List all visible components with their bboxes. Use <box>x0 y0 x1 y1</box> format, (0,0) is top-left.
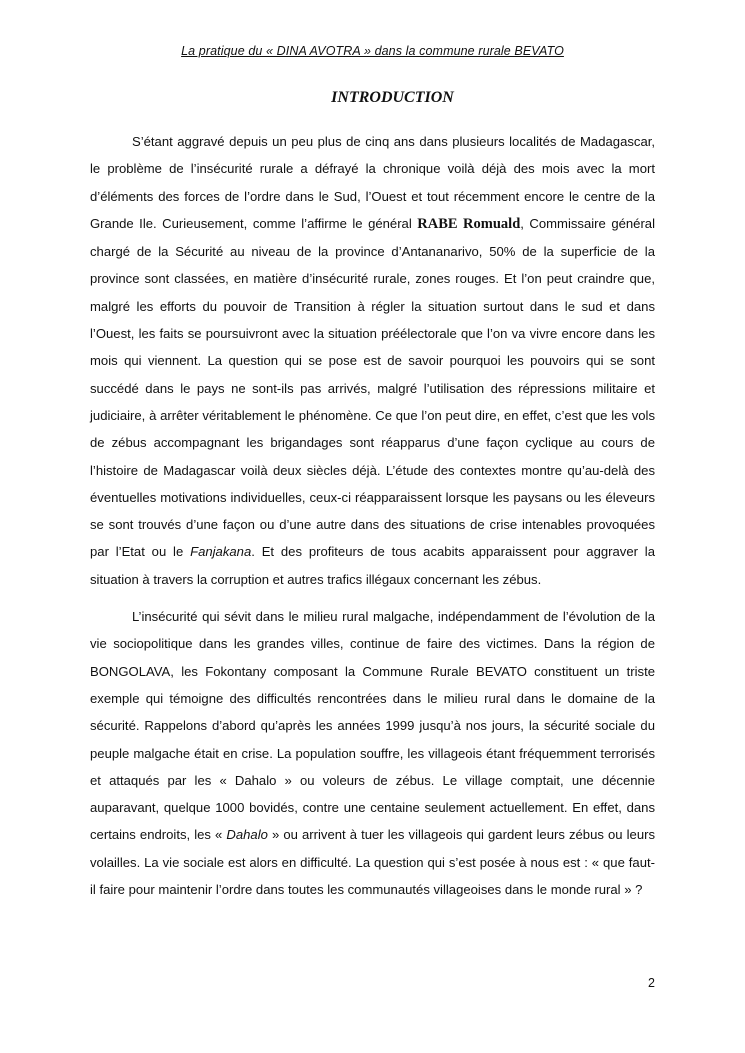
page-number: 2 <box>648 976 655 990</box>
paragraph-1 <box>90 128 655 593</box>
section-title: INTRODUCTION <box>331 89 454 106</box>
paragraph-1-part-1: S’étant aggravé depuis un peu plus de cinq ans dans plusieurs localités de Madagascar, le problème de l’insécurité rurale a défrayé la chronique voilà déjà des mois avec la mort d’éléments des forces de l’ordre dans le Sud, l’Ouest et tout récemment encore le centre de la Grande Ile. Curieusement, comme l’affirme le général <box>90 134 655 231</box>
running-header: La pratique du « DINA AVOTRA » dans la commune rurale BEVATO <box>181 44 564 58</box>
general-name: RABE Romuald <box>417 215 521 232</box>
paragraph-1-part-3: . Et des profiteurs de tous acabits apparaissent pour aggraver la situation à travers la corruption et autres trafics illégaux concernant les zébus. <box>90 544 655 587</box>
paragraph-2 <box>90 603 655 903</box>
body-text <box>90 128 655 903</box>
paragraph-2-part-2: » ou arrivent à tuer les villageois qui gardent leurs zébus ou leurs volailles. La vie sociale est alors en difficulté. La question qui s’est posée à nous est : « que faut-il faire pour maintenir l’ordre dans toutes les communautés villageoises dans le monde rural » ? <box>90 827 656 898</box>
fanjakana-term: Fanjakana <box>190 544 252 560</box>
paragraph-1-part-2: , Commissaire général chargé de la Sécurité au niveau de la province d’Antananarivo, 50% de la superficie de la province sont classées, en matière d’insécurité rurale, zones rouges. Et l’on peut craindre que, malgré les efforts du pouvoir de Transition à régler la situation surtout dans le sud et dans l’Ouest, les faits se poursuivront avec la situation préélectorale que l’on va vivre encore dans les mois qui viennent. La question qui se pose est de savoir pourquoi les pouvoirs qui se sont succédé dans le pays ne sont-ils pas arrivés, malgré l’utilisation des répressions militaire et judiciaire, à arrêter véritablement le phénomène. Ce que l’on peut dire, en effet, c’est que les vols de zébus accompagnant les brigandages sont réapparus d’une façon cyclique au cours de l’histoire de Madagascar voilà deux siècles déjà. L’étude des contextes montre qu’au-delà des éventuelles motivations individuelles, ceux-ci réapparaissent lorsque les paysans ou les éleveurs se sont trouvés d’une façon ou d’une autre dans des situations de crise intenables provoquées par l’Etat ou le <box>90 215 655 560</box>
paragraph-2-part-1: L’insécurité qui sévit dans le milieu rural malgache, indépendamment de l’évolution de la vie sociopolitique dans les grandes villes, continue de faire des victimes. Dans la région de BONGOLAVA, les Fokontany composant la Commune Rurale BEVATO constituent un triste exemple qui témoigne des difficultés rencontrées dans le milieu rural dans le domaine de la sécurité. Rappelons d’abord qu’après les années 1999 jusqu’à nos jours, la sécurité sociale du peuple malgache était en crise. La population souffre, les villageois étant fréquemment terrorisés et attaqués par les « Dahalo » ou voleurs de zébus. Le village comptait, une décennie auparavant, quelque 1000 bovidés, contre une centaine seulement actuellement. En effet, dans certains endroits, les « <box>90 609 655 843</box>
dahalo-term: Dahalo <box>226 827 268 843</box>
